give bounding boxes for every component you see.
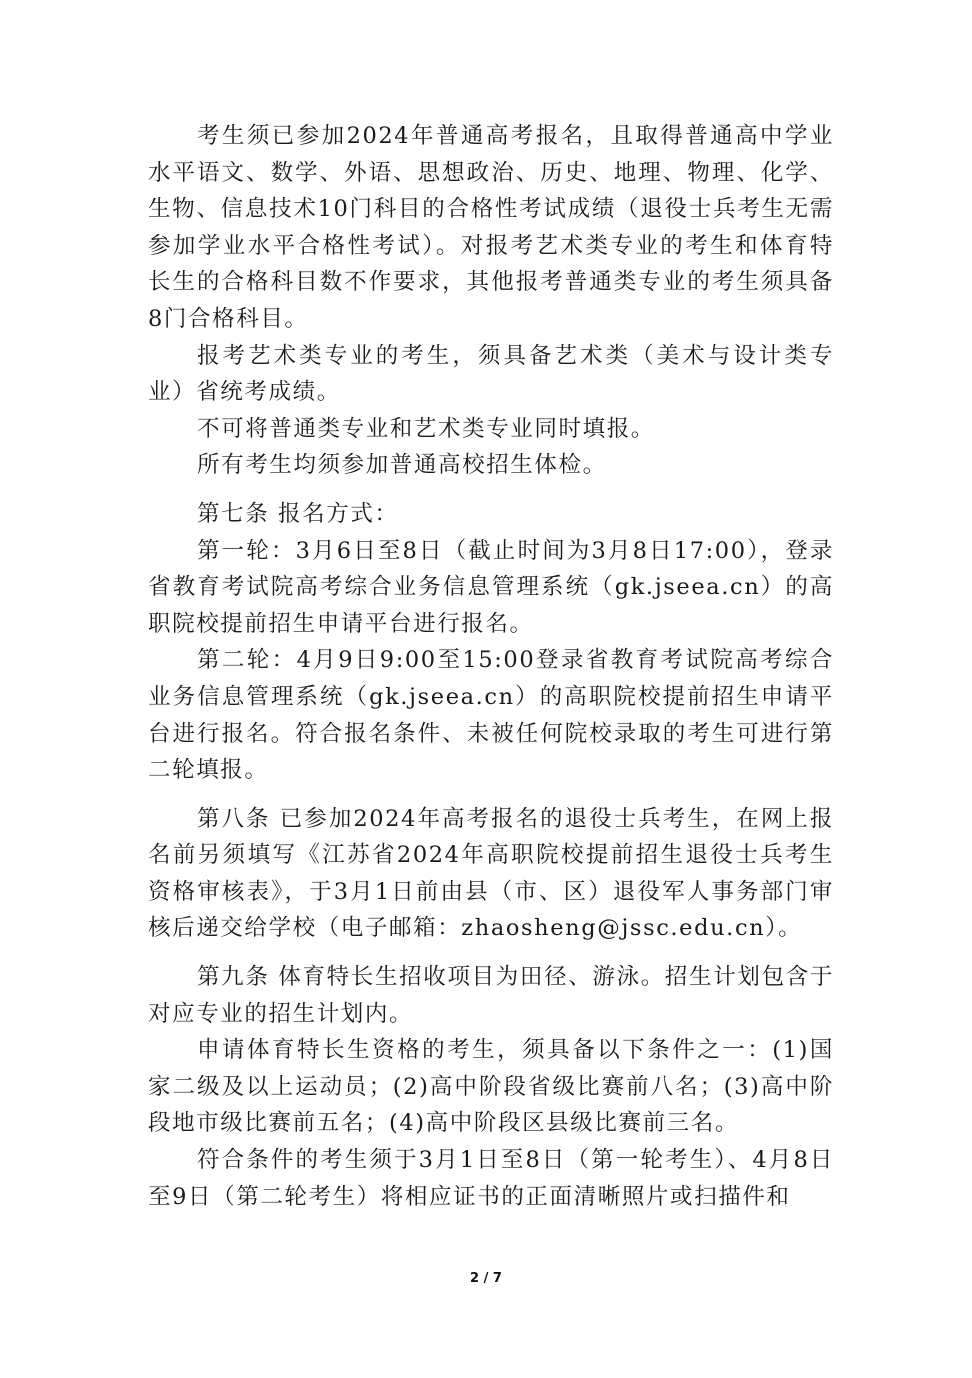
article-9-sports-specialty: 第九条 体育特长生招收项目为田径、游泳。招生计划包含于对应专业的招生计划内。	[148, 964, 834, 1027]
article-7-heading: 第七条 报名方式：	[197, 500, 399, 527]
paragraph-no-dual-application: 不可将普通类专业和艺术类专业同时填报。	[197, 415, 655, 442]
page-number: 2 / 7	[470, 1271, 502, 1286]
paragraph-certificate-submission: 符合条件的考生须于3月1日至8日（第一轮考生）、4月8日至9日（第二轮考生）将相应证书的正面清晰照片或扫描件和	[148, 1147, 834, 1210]
article-8-veterans: 第八条 已参加2024年高考报名的退役士兵考生，在网上报名前另须填写《江苏省2024年高职院校提前招生退役士兵考生资格审核表》，于3月1日前由县（市、区）退役军人事务部门审核后递交给学校（电子邮箱：zhaosheng@jssc.edu.cn）。	[148, 805, 834, 942]
paragraph-physical-exam: 所有考生均须参加普通高校招生体检。	[197, 452, 607, 479]
paragraph-art-requirement: 报考艺术类专业的考生，须具备艺术类（美术与设计类专业）省统考成绩。	[148, 342, 834, 406]
paragraph-round-two: 第二轮：4月9日9:00至15:00登录省教育考试院高考综合业务信息管理系统（gk.jseea.cn）的高职院校提前招生申请平台进行报名。符合报名条件、未被任何院校录取的考生可进行第二轮填报。	[148, 647, 834, 784]
paragraph-round-one: 第一轮：3月6日至8日（截止时间为3月8日17:00），登录省教育考试院高考综合业务信息管理系统（gk.jseea.cn）的高职院校提前招生申请平台进行报名。	[148, 537, 834, 637]
document-body	[148, 118, 834, 1215]
paragraph-sports-conditions: 申请体育特长生资格的考生，须具备以下条件之一：(1)国家二级及以上运动员；(2)高中阶段省级比赛前八名；(3)高中阶段地市级比赛前五名；(4)高中阶段区县级比赛前三名。	[148, 1037, 834, 1137]
paragraph-eligibility: 考生须已参加2024年普通高考报名，且取得普通高中学业水平语文、数学、外语、思想政治、历史、地理、物理、化学、生物、信息技术10门科目的合格性考试成绩（退役士兵考生无需参加学业水平合格性考试）。对报考艺术类专业的考生和体育特长生的合格科目数不作要求，其他报考普通类专业的考生须具备8门合格科目。	[148, 123, 834, 332]
